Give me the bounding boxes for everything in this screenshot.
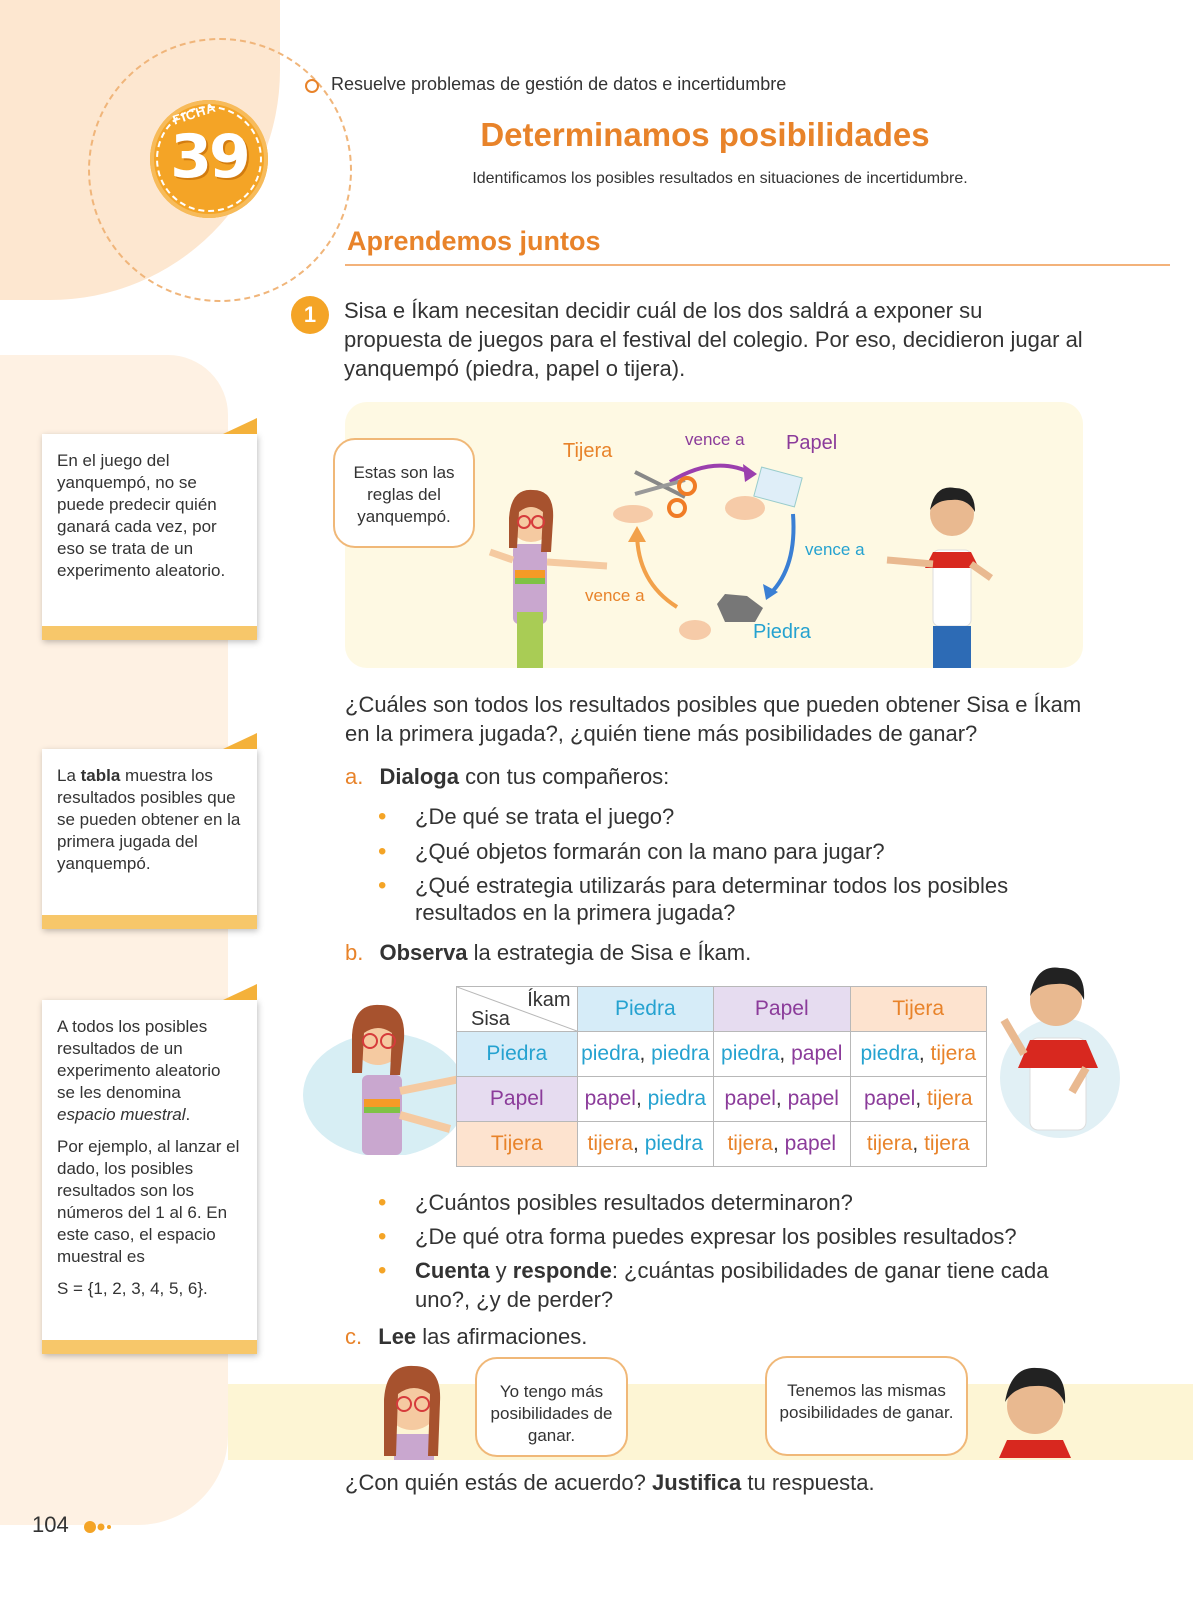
sidebar-note-experimento	[42, 434, 257, 640]
table-cell: tijera, piedra	[577, 1122, 713, 1167]
table-cell: papel, piedra	[577, 1077, 713, 1122]
note-sample-space-set: S = {1, 2, 3, 4, 5, 6}.	[57, 1279, 208, 1298]
cell-second: papel	[791, 1042, 843, 1065]
list-item	[378, 802, 1078, 831]
note-text: En el juego del yanquempó, no se puede predecir quién ganará cada vez, por eso se trata de un experimento aleatorio.	[57, 451, 226, 580]
problem-text: Sisa e Íkam necesitan decidir cuál de los dos saldrá a exponer su propuesta de juegos para el festival del colegio. Por eso, decidieron jugar al yanquempó (piedra, papel o tijera).	[344, 298, 1083, 381]
cell-first: tijera	[727, 1132, 773, 1155]
row-header-tijera: Tijera	[457, 1122, 578, 1167]
ikam-character	[887, 487, 991, 668]
sidebar-note-espacio-muestral	[42, 1000, 257, 1354]
cell-second: tijera	[927, 1087, 973, 1110]
bullet-dot-icon: •	[378, 838, 387, 865]
part-c-rest: las afirmaciones.	[416, 1324, 588, 1349]
bullet-text: ¿Cuántos posibles resultados determinaron?	[415, 1190, 853, 1215]
main-question: ¿Cuáles son todos los resultados posibles que pueden obtener Sisa e Íkam en la primera jugada?, ¿quién tiene más posibilidades de ganar?	[345, 692, 1082, 746]
part-a-letter: a.	[345, 764, 364, 789]
bullet-bold-1: Cuenta	[415, 1258, 490, 1283]
table-cell: piedra, papel	[714, 1032, 850, 1077]
speech-bubble-ikam: Tenemos las mismas posibilidades de ganar.	[765, 1356, 968, 1456]
row-header-papel: Papel	[457, 1077, 578, 1122]
bullet-mid: y	[489, 1258, 513, 1283]
cell-first: tijera	[587, 1132, 634, 1155]
label-piedra: Piedra	[753, 621, 811, 643]
note-text-bold: tabla	[80, 766, 121, 785]
part-b-letter: b.	[345, 940, 364, 965]
ikam-table-illustration	[990, 958, 1120, 1138]
bullet-dot-icon: •	[378, 1223, 387, 1250]
bullet-bold-2: responde	[512, 1258, 612, 1283]
note-wave-decoration	[42, 626, 257, 640]
part-b-rest: la estrategia de Sisa e Íkam.	[467, 940, 752, 965]
cell-second: tijera	[930, 1042, 977, 1065]
table-cell: piedra, tijera	[850, 1032, 987, 1077]
cell-first: piedra	[721, 1042, 780, 1065]
part-a-heading	[345, 764, 669, 790]
rock-icon	[717, 594, 763, 622]
note-text-em: espacio muestral	[57, 1105, 186, 1124]
cell-second: piedra	[651, 1042, 710, 1065]
arrow-label-top: vence a	[685, 430, 745, 449]
section-title: Aprendemos juntos	[347, 226, 601, 256]
speech-bubble-rules: Estas son las reglas del yanquempó.	[333, 438, 475, 548]
final-question-bold: Justifica	[651, 1470, 742, 1495]
col-header-papel: Papel	[714, 987, 850, 1032]
part-c-letter: c.	[345, 1324, 363, 1349]
cell-first: piedra	[581, 1042, 640, 1065]
table-header-row	[457, 987, 987, 1032]
corner-label-sisa: Sisa	[471, 1008, 510, 1030]
cell-first: tijera	[866, 1132, 913, 1155]
part-b-heading	[345, 940, 751, 966]
bullet-circle-icon	[305, 79, 319, 93]
note-text-pre: La	[57, 766, 81, 785]
part-a-bold: Dialoga	[379, 764, 459, 789]
arrow-label-left: vence a	[585, 586, 645, 605]
col-header-tijera: Tijera	[850, 987, 987, 1032]
label-tijera: Tijera	[563, 440, 613, 462]
label-papel: Papel	[786, 432, 838, 454]
page-number: 104	[32, 1512, 69, 1537]
part-b-bold: Observa	[379, 940, 468, 965]
sidebar-note-tabla	[42, 749, 257, 929]
hand-rock-icon	[679, 620, 711, 640]
final-question-pre: ¿Con quién estás de acuerdo?	[345, 1470, 652, 1495]
table-row	[457, 1122, 987, 1167]
part-a-bullets	[378, 802, 1078, 926]
note-wave-decoration	[42, 1340, 257, 1354]
final-question-post: tu respuesta.	[741, 1470, 875, 1495]
hand-scissors-icon	[613, 505, 653, 523]
note-text-pre: A todos los posibles resultados de un experimento aleatorio se les denomina	[57, 1017, 221, 1102]
cell-first: papel	[724, 1087, 776, 1110]
note-tab-decoration	[223, 984, 257, 1000]
table-cell: papel, papel	[714, 1077, 850, 1122]
competence-line: Resuelve problemas de gestión de datos e incertidumbre	[331, 74, 787, 94]
cell-second: tijera	[924, 1132, 970, 1155]
list-item	[378, 837, 1078, 866]
ficha-badge	[150, 100, 268, 218]
part-a-rest: con tus compañeros:	[458, 764, 670, 789]
sisa-avatar	[368, 1360, 458, 1460]
note-text-post: .	[185, 1105, 191, 1124]
list-item	[378, 1222, 1098, 1251]
part-c-bold: Lee	[378, 1324, 417, 1349]
note-wave-decoration	[42, 915, 257, 929]
cell-second: piedra	[644, 1132, 704, 1155]
part-b-bullets	[378, 1188, 1098, 1314]
problem-number: 1	[291, 296, 329, 334]
bullet-text: ¿Qué estrategia utilizarás para determinar todos los posibles resultados en la primera jugada?	[415, 873, 1009, 925]
table-corner-cell	[457, 987, 578, 1032]
table-row	[457, 1032, 987, 1077]
sisa-character	[490, 490, 607, 668]
badge-label: FICHA	[170, 99, 218, 128]
bullet-dot-icon: •	[378, 803, 387, 830]
table-row	[457, 1077, 987, 1122]
arrow-label-right: vence a	[805, 540, 865, 559]
note-paragraph-2: Por ejemplo, al lanzar el dado, los posibles resultados son los números del 1 al 6. En este caso, el espacio muestral es	[57, 1137, 240, 1266]
outcomes-table	[456, 986, 987, 1167]
badge-number: 39	[170, 122, 248, 192]
corner-label-ikam: Íkam	[527, 989, 571, 1011]
note-paragraph-1	[57, 1016, 243, 1126]
note-tab-decoration	[223, 418, 257, 434]
final-question	[345, 1470, 875, 1496]
note-text-post: muestra los resultados posibles que se pueden obtener en la primera jugada del yanquempó.	[57, 766, 241, 873]
bullet-text: ¿Qué objetos formarán con la mano para jugar?	[415, 839, 885, 864]
hand-paper-icon	[725, 496, 765, 520]
bullet-text: ¿De qué otra forma puedes expresar los posibles resultados?	[415, 1224, 1017, 1249]
table-cell: tijera, papel	[714, 1122, 850, 1167]
cell-second: papel	[784, 1132, 837, 1155]
note-tab-decoration	[223, 733, 257, 749]
speech-bubble-sisa: Yo tengo más posibilidades de ganar.	[475, 1357, 628, 1457]
table-cell: papel, tijera	[850, 1077, 987, 1122]
cell-first: papel	[584, 1087, 636, 1110]
cell-first: papel	[863, 1087, 916, 1110]
section-divider	[345, 264, 1170, 266]
bullet-text: ¿De qué se trata el juego?	[415, 804, 675, 829]
cell-second: papel	[787, 1087, 839, 1110]
bullet-text: : ¿cuántas posibilidades de ganar tiene cada uno?, ¿y de perder?	[415, 1258, 1049, 1312]
part-c-heading	[345, 1324, 587, 1350]
bullet-dot-icon: •	[378, 1189, 387, 1216]
table-cell: piedra, piedra	[577, 1032, 713, 1077]
col-header-piedra: Piedra	[577, 987, 713, 1032]
page-subtitle: Identificamos los posibles resultados en situaciones de incertidumbre.	[472, 170, 968, 187]
ikam-avatar	[985, 1358, 1085, 1458]
page-dots-icon	[84, 1520, 114, 1534]
arrow-papel-piedra	[770, 514, 794, 594]
cell-first: piedra	[860, 1042, 919, 1065]
row-header-piedra: Piedra	[457, 1032, 578, 1077]
cell-second: piedra	[647, 1087, 707, 1110]
bullet-dot-icon: •	[378, 872, 387, 899]
table-cell: tijera, tijera	[850, 1122, 987, 1167]
list-item	[378, 1188, 1098, 1217]
page-title: Determinamos posibilidades	[480, 116, 930, 153]
list-item	[378, 872, 1078, 926]
bullet-dot-icon: •	[378, 1257, 387, 1284]
list-item	[378, 1256, 1098, 1314]
sisa-table-illustration	[300, 995, 470, 1155]
